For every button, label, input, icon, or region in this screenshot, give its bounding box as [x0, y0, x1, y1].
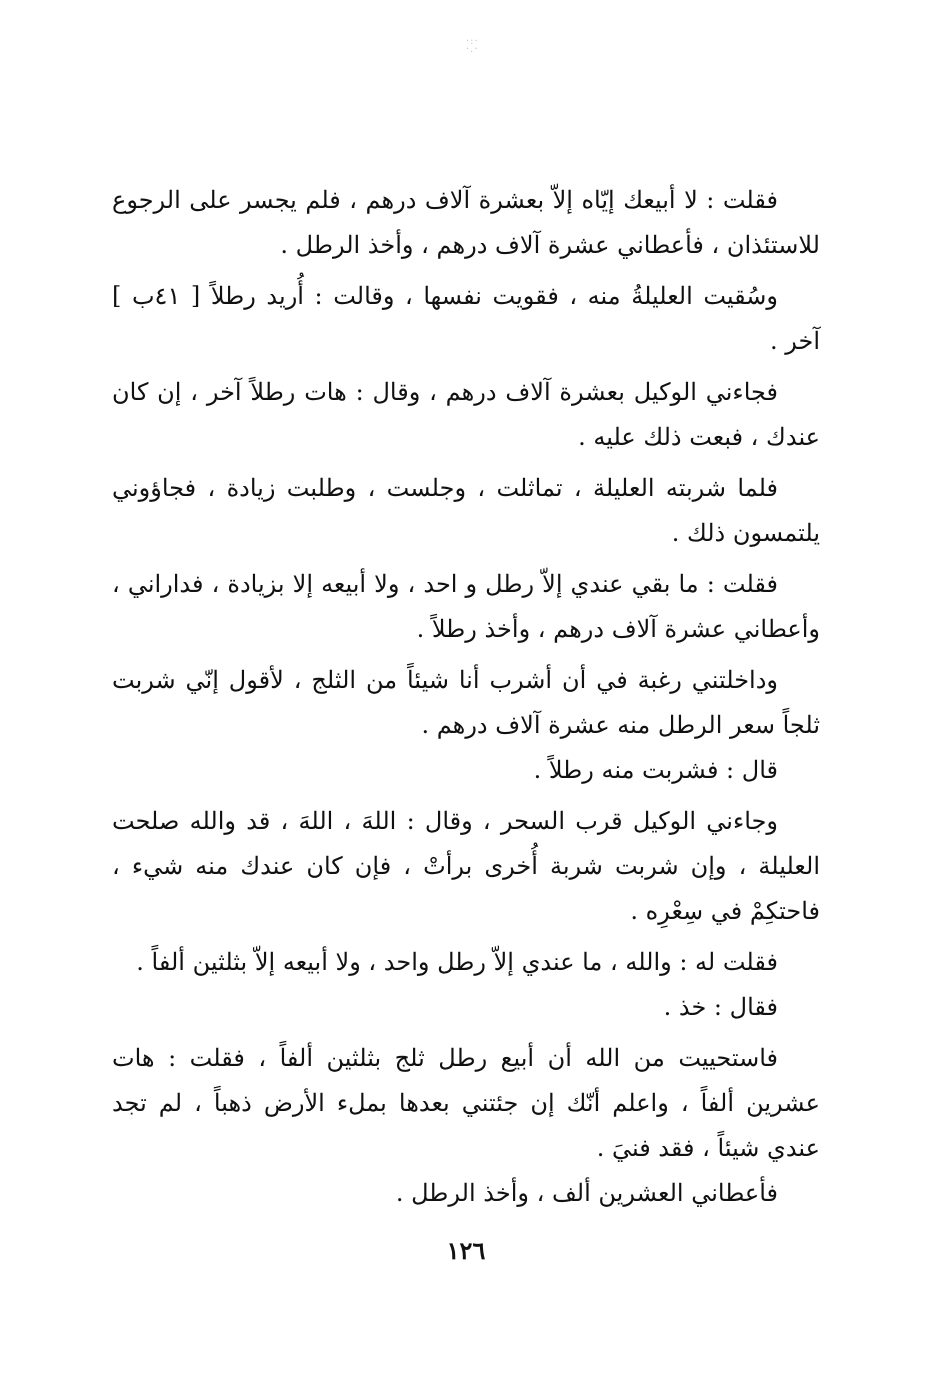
paragraph: وسُقيت العليلةُ منه ، فقويت نفسها ، وقالت : أُريد رطلاً [ ٤١ب ] آخر . — [112, 282, 820, 355]
scan-speck: ·:· ·.· — [466, 36, 479, 55]
paragraph: وداخلتني رغبة في أن أشرب أنا شيئاً من الثلج ، لأقول إنّي شربت ثلجاً سعر الرطل منه عشرة آلاف درهم . — [112, 666, 820, 739]
paragraph: فجاءني الوكيل بعشرة آلاف درهم ، وقال : هات رطلاً آخر ، إن كان عندك ، فبعت ذلك عليه . — [112, 378, 820, 451]
paragraph: فلما شربته العليلة ، تماثلت ، وجلست ، وطلبت زيادة ، فجاؤوني يلتمسون ذلك . — [112, 474, 820, 547]
paragraph: فأعطاني العشرين ألف ، وأخذ الرطل . — [395, 1179, 778, 1207]
page-number: ١٢٦ — [446, 1236, 486, 1265]
paragraph: فقلت له : والله ، ما عندي إلاّ رطل واحد ، ولا أبيعه إلاّ بثلثين ألفاً . — [136, 948, 778, 976]
paragraph: فاستحييت من الله أن أبيع رطل ثلج بثلثين ألفاً ، فقلت : هات عشرين ألفاً ، واعلم أنّك إن جئتني بعدها بملء الأرض ذهباً ، لم تجد عندي شيئاً ، فقد فنيَ . — [112, 1044, 820, 1162]
body-text — [112, 178, 820, 1222]
paragraph: قال : فشربت منه رطلاً . — [533, 756, 778, 784]
paragraph: وجاءني الوكيل قرب السحر ، وقال : اللهَ ، اللهَ ، قد والله صلحت العليلة ، وإن شربت شربة أُخرى برأتْ ، فإن كان عندك منه شيء ، فاحتكِمْ في سِعْرِه . — [112, 807, 820, 925]
paragraph: فقلت : لا أبيعك إيّاه إلاّ بعشرة آلاف درهم ، فلم يجسر على الرجوع للاستئذان ، فأعطاني عشرة آلاف درهم ، وأخذ الرطل . — [112, 186, 820, 259]
paragraph: فقال : خذ . — [663, 993, 778, 1021]
paragraph: فقلت : ما بقي عندي إلاّ رطل و احد ، ولا أبيعه إلا بزيادة ، فداراني ، وأعطاني عشرة آلاف درهم ، وأخذ رطلاً . — [112, 570, 820, 643]
